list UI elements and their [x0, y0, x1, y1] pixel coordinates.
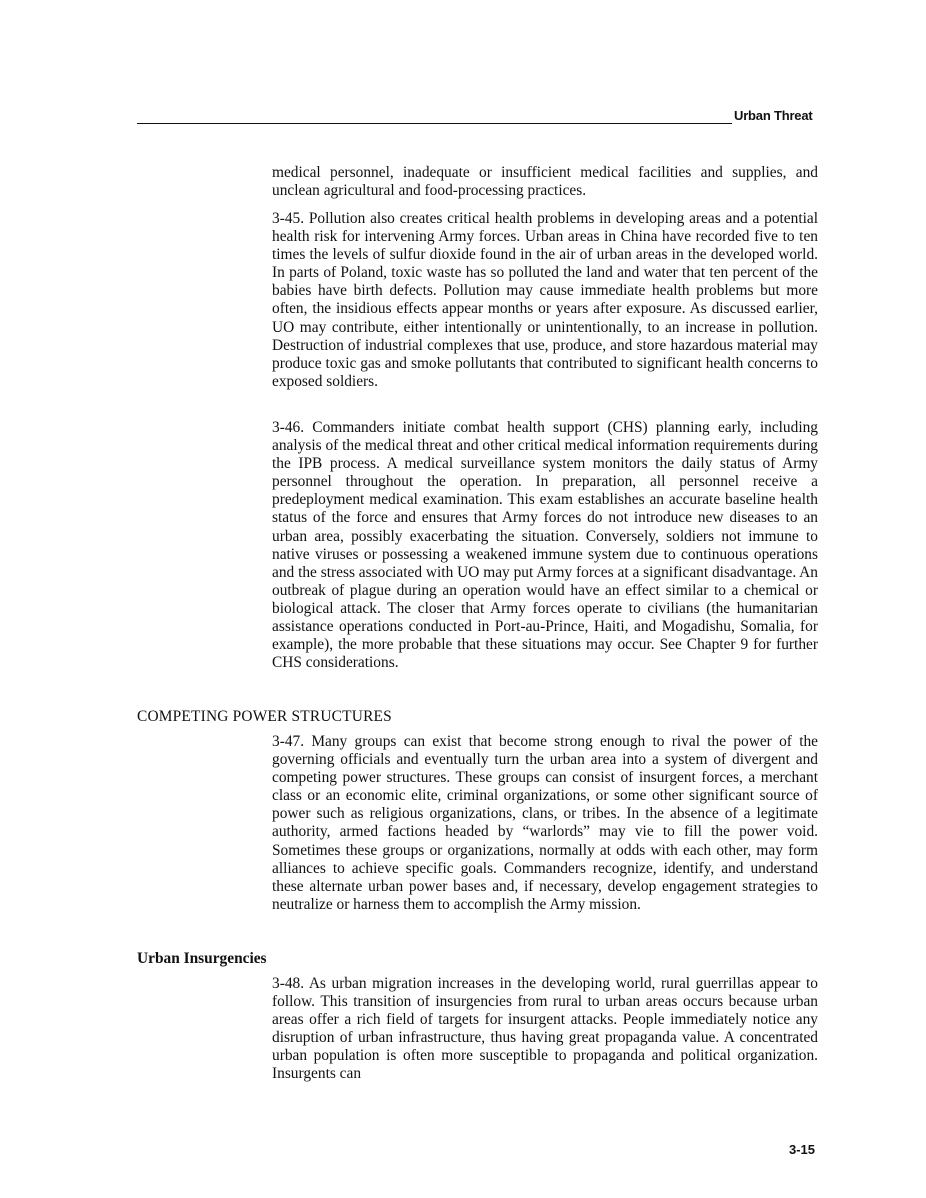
- running-header-title: Urban Threat: [734, 108, 813, 123]
- paragraph-3-48: 3-48. As urban migration increases in the developing world, rural guerrillas appear to follow. This transition of insurgencies from rural to urban areas occurs because urban areas offer a rich field of targets for insurgent attacks. People immediately notice any disruption of urban infrastructure, thus having great propaganda value. A concentrated urban population is often more susceptible to propaganda and political organization. Insurgents can: [272, 975, 818, 1083]
- header-rule: [137, 123, 732, 124]
- paragraph-3-46: 3-46. Commanders initiate combat health support (CHS) planning early, including analysis of the medical threat and other critical medical information requirements during the IPB process. A medical surveillance system monitors the daily status of Army personnel throughout the operation. In preparation, all personnel receive a predeployment medical examination. This exam establishes an accurate baseline health status of the force and ensures that Army forces do not introduce new diseases to an urban area, possibly exacerbating the situation. Conversely, soldiers not immune to native viruses or possessing a weakened immune system due to continuous operations and the stress associated with UO may put Army forces at a significant disadvantage. An outbreak of plague during an operation would have an effect similar to a chemical or biological attack. The closer that Army forces operate to civilians (the humanitarian assistance operations conducted in Port-au-Prince, Haiti, and Mogadishu, Somalia, for example), the more probable that these situations may occur. See Chapter 9 for further CHS considerations.: [272, 419, 818, 672]
- paragraph-3-47: 3-47. Many groups can exist that become strong enough to rival the power of the governing officials and eventually turn the urban area into a system of divergent and competing power structures. These groups can consist of insurgent forces, a merchant class or an economic elite, criminal organizations, or some other significant source of power such as religious organizations, clans, or tribes. In the absence of a legitimate authority, armed factions headed by “warlords” may vie to fill the power void. Sometimes these groups or organizations, normally at odds with each other, may form alliances to achieve specific goals. Commanders recognize, identify, and understand these alternate urban power bases and, if necessary, develop engagement strategies to neutralize or harness them to accomplish the Army mission.: [272, 733, 818, 913]
- section-heading: COMPETING POWER STRUCTURES: [137, 708, 392, 725]
- paragraph-continued: medical personnel, inadequate or insufficient medical facilities and supplies, and unclean agricultural and food-processing practices.: [272, 164, 818, 200]
- page-number: 3-15: [789, 1142, 816, 1157]
- subsection-heading: Urban Insurgencies: [137, 950, 267, 967]
- paragraph-3-45: 3-45. Pollution also creates critical health problems in developing areas and a potential health risk for intervening Army forces. Urban areas in China have recorded five to ten times the levels of sulfur dioxide found in the air of urban areas in the developed world. In parts of Poland, toxic waste has so polluted the land and water that ten percent of the babies have birth defects. Pollution may cause immediate health problems but more often, the insidious effects appear months or years after exposure. As discussed earlier, UO may contribute, either intentionally or unintentionally, to an increase in pollution. Destruction of industrial complexes that use, produce, and store hazardous material may produce toxic gas and smoke pollutants that contributed to significant health concerns to exposed soldiers.: [272, 210, 818, 390]
